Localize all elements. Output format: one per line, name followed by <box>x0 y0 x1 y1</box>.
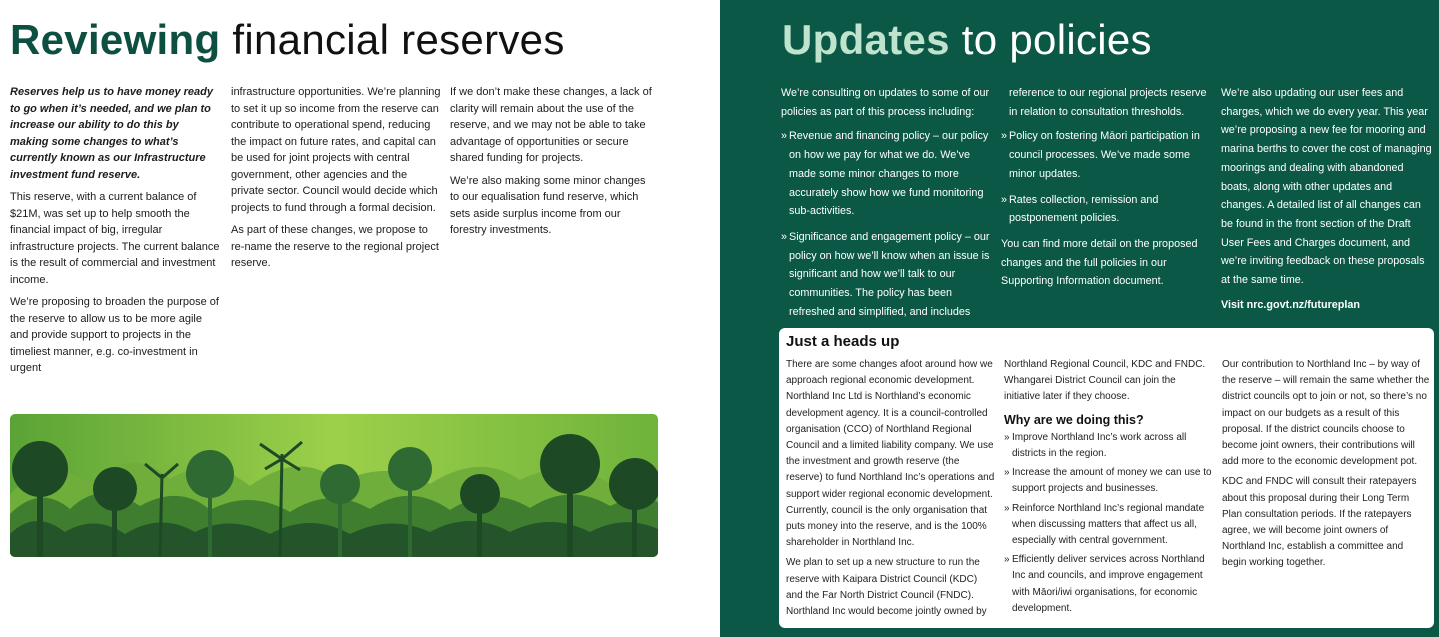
double-chevron-icon: » <box>1004 431 1010 443</box>
paragraph: Northland Regional Council, KDC and FNDC. Whangarei District Council can join the initiative later if they choose. <box>1004 359 1206 403</box>
paragraph: We’re proposing to broaden the purpose of the reserve to allow us to be more agile and provide support to projects in the timeliest manner, e.g. co-investment in urgent <box>10 296 219 374</box>
paragraph: infrastructure opportunities. We’re planning to set it up so income from the reserve can contribute to operational spend, reducing the impact on future rates, and capital can be used for joint projects with central government, other agencies and the private sector. Council would decide which projects to fund through a formal decision. <box>231 86 441 214</box>
double-chevron-icon: » <box>781 130 788 143</box>
paragraph: KDC and FNDC will consult their ratepayers about this proposal during their Long Term Plan consultation periods. If the ratepayers agree, we will become joint owners of Northland Inc, establish a committee and begin working together. <box>1222 476 1417 569</box>
list-item: » Significance and engagement policy – our policy on how we’ll know when an issue is significant and how we’ll talk to our communities. The policy has been refreshed and simplified, and includes <box>781 228 991 322</box>
policy-list <box>781 127 991 321</box>
paragraph: If we don’t make these changes, a lack of clarity will remain about the use of the reserve, and we may not be able to take advantage of opportunities or secure shared funding for projects. <box>450 86 652 164</box>
futureplan-link[interactable]: Visit nrc.govt.nz/futureplan <box>1221 298 1360 311</box>
heads-up-title: Just a heads up <box>786 333 900 350</box>
title-rest: financial reserves <box>220 16 565 63</box>
policies-column-1 <box>781 84 991 328</box>
paragraph: We’re also updating our user fees and charges, which we do every year. This year we’re proposing a new fee for mooring and marina berths to cover the cost of managing moorings and dealing with abandoned boats, along with other updates and changes. A detailed list of all changes can be found in the front section of the Draft User Fees and Charges document, and we’re inviting feedback on these proposals at the same time. <box>1221 87 1432 287</box>
reserves-column-2 <box>231 84 441 278</box>
lead-paragraph: Reserves help us to have money ready to go when it’s needed, and we plan to increase our ability to do this by making some changes to what’s currently known as our Infrastructure investment fund reserve. <box>10 86 213 181</box>
list-item: » Rates collection, remission and postponement policies. <box>1001 191 1209 228</box>
double-chevron-icon: » <box>1001 130 1008 143</box>
reasons-list <box>1004 430 1212 617</box>
page-title-updates <box>782 14 1152 66</box>
heads-up-panel <box>779 328 1434 628</box>
page-title-reviewing <box>10 14 565 66</box>
double-chevron-icon: » <box>1004 554 1010 566</box>
heads-up-column-2 <box>1004 357 1212 620</box>
reserves-column-1 <box>10 84 220 383</box>
list-item: » Reinforce Northland Inc’s regional mandate when discussing matters that affect us all, especially with central government. <box>1004 502 1205 547</box>
paragraph: reference to our regional projects reserve in relation to consultation thresholds. <box>1009 87 1207 118</box>
list-item: » Efficiently deliver services across Northland Inc and councils, and improve engagement with Māori/iwi organisations, for economic development. <box>1004 554 1205 614</box>
double-chevron-icon: » <box>1004 467 1010 479</box>
double-chevron-icon: » <box>1001 193 1008 206</box>
double-chevron-icon: » <box>781 230 788 243</box>
policies-column-2 <box>1001 84 1209 297</box>
list-item: » Improve Northland Inc’s work across all districts in the region. <box>1004 431 1187 460</box>
reserves-column-3 <box>450 84 653 245</box>
forest-illustration <box>10 414 658 557</box>
forest-svg <box>10 414 658 557</box>
paragraph: We plan to set up a new structure to run the reserve with Kaipara District Council (KDC) and the Far North District Council (FNDC). Northland Inc would become jointly owned by <box>786 557 987 618</box>
policies-column-3 <box>1221 84 1433 320</box>
paragraph: This reserve, with a current balance of $21M, was set up to help smooth the financial impact of big, irregular infrastructure projects. The current balance is the result of commercial and investment income. <box>10 191 220 286</box>
policy-list <box>1001 127 1209 228</box>
paragraph: We’re consulting on updates to some of our policies as part of this process including: <box>781 87 990 118</box>
paragraph: As part of these changes, we propose to re-name the reserve to the regional project reserve. <box>231 224 439 269</box>
heads-up-column-1 <box>786 357 996 624</box>
list-item: » Increase the amount of money we can use to support projects and businesses. <box>1004 467 1212 495</box>
paragraph: We’re also making some minor changes to our equalisation fund reserve, which sets aside surplus income from our forestry investments. <box>450 174 646 236</box>
list-item: » Revenue and financing policy – our policy on how we pay for what we do. We’ve made some minor changes to more accurately show how we fund monitoring sub-activities. <box>781 127 991 221</box>
heads-up-column-3 <box>1222 357 1430 576</box>
paragraph: Our contribution to Northland Inc – by way of the reserve – will remain the same whether the district councils opt to join or not, so there’s no impact on our budgets as a result of this proposal. If the district councils choose to become joint owners, their contributions will add more to the economic development pot. <box>1222 359 1430 468</box>
paragraph: There are some changes afoot around how we approach regional economic development. Northland Inc Ltd is Northland’s economic development agency. It is a council-controlled organisation (CCO) of Northland Regional Council and a limited liability company. We use the investment and growth reserve (the reserve) to fund Northland Inc’s operations and support wider regional economic development. Currently, council is the only organisation that puts money into the reserve, and is the 100% shareholder in Northland Inc. <box>786 359 995 549</box>
title-bold: Updates <box>782 16 950 63</box>
title-rest: to policies <box>949 16 1152 63</box>
why-heading: Why are we doing this? <box>1004 412 1144 427</box>
list-item: » Policy on fostering Māori participation in council processes. We’ve made some minor updates. <box>1001 127 1209 183</box>
title-bold: Reviewing <box>10 16 221 63</box>
double-chevron-icon: » <box>1004 502 1010 514</box>
paragraph: You can find more detail on the proposed changes and the full policies in our Supporting Information document. <box>1001 237 1198 288</box>
